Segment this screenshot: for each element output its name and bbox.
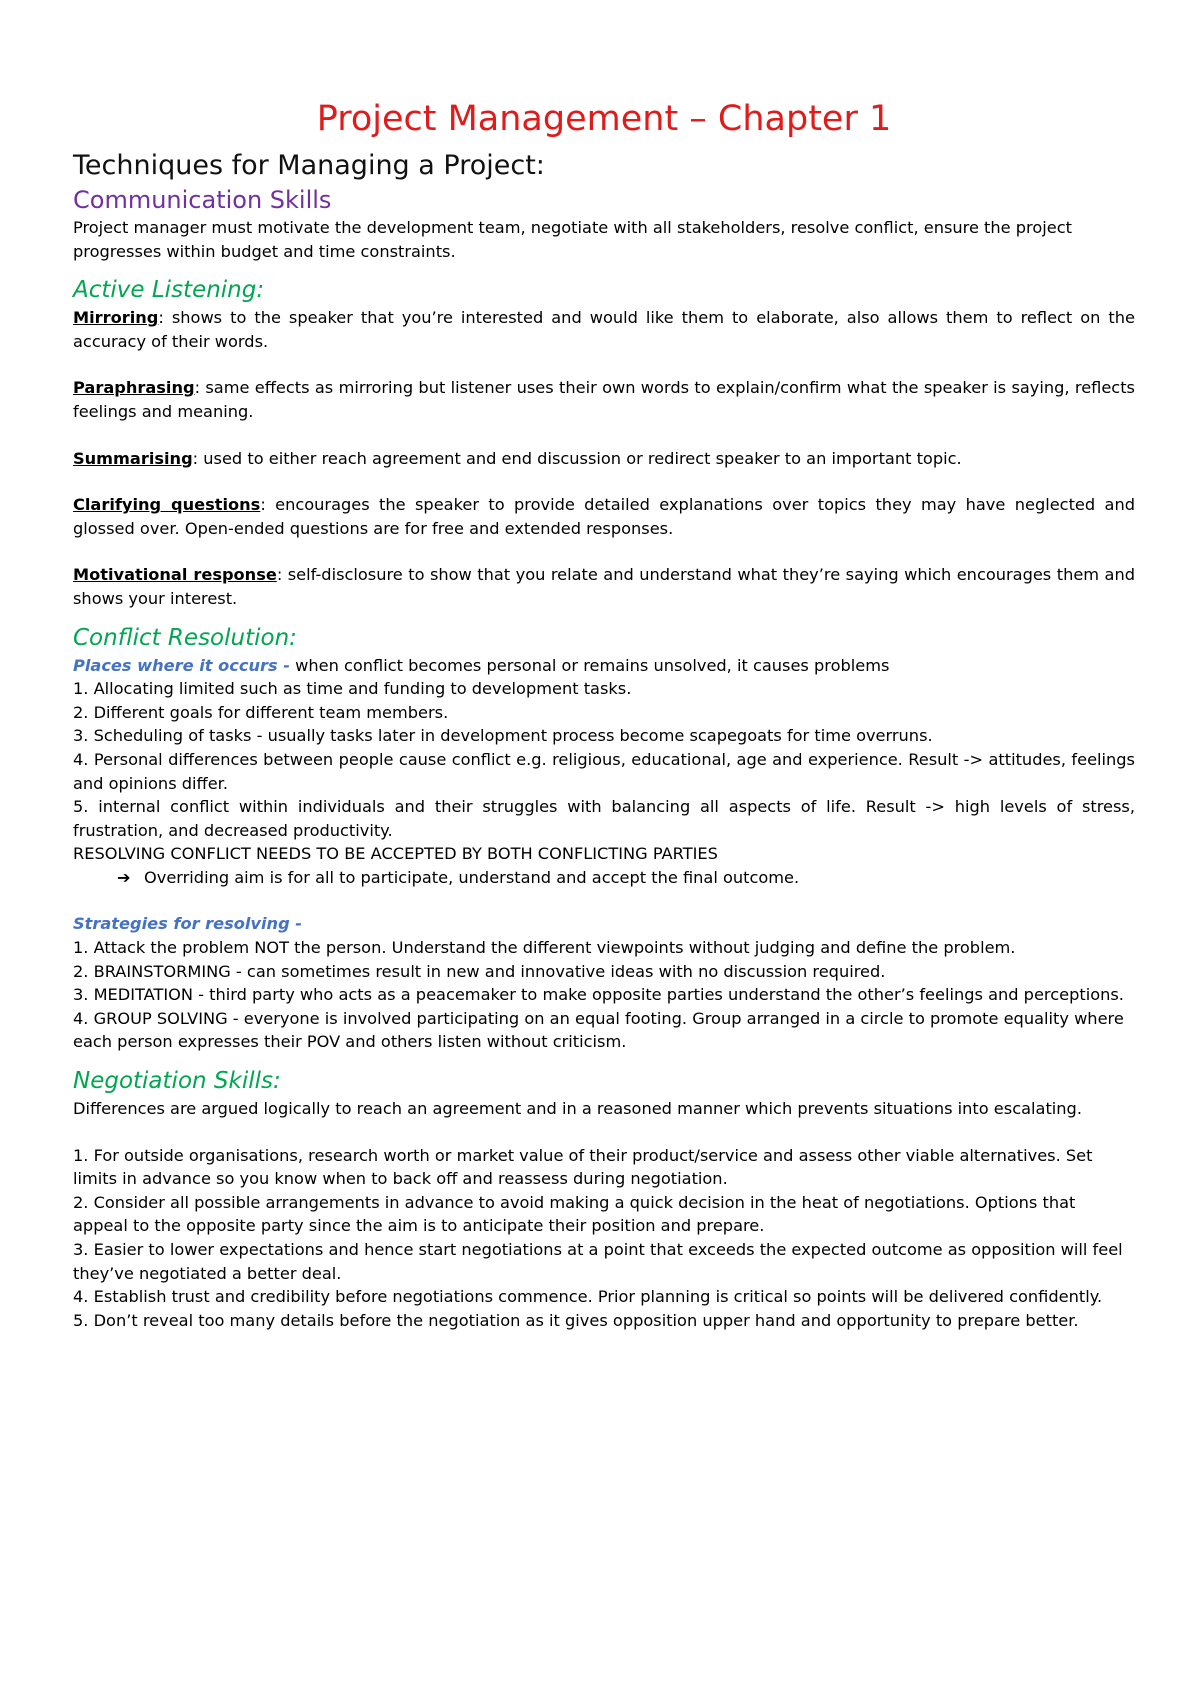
strategy-item: 4. GROUP SOLVING - everyone is involved participating on an equal footing. Group arranged in a circle to promote equality where each person expresses their POV and others listen without criticism. bbox=[73, 1008, 1124, 1052]
communication-text: Project manager must motivate the development team, negotiate with all stakeholders, resolve conflict, ensure the project progresses within budget and time constraints. bbox=[73, 218, 1072, 261]
places-line bbox=[73, 654, 1135, 678]
conflict-point: 3. Scheduling of tasks - usually tasks later in development process become scapegoats for time overruns. bbox=[73, 726, 933, 746]
listening-term: Paraphrasing bbox=[73, 378, 195, 398]
listening-term: Clarifying questions bbox=[73, 495, 261, 515]
negotiation-point: 2. Consider all possible arrangements in advance to avoid making a quick decision in the heat of negotiations. Options that appeal to the opposite party since the aim is to anticipate their position and prepare. bbox=[73, 1192, 1076, 1236]
strategy-item: 1. Attack the problem NOT the person. Understand the different viewpoints without judging and define the problem. bbox=[73, 938, 1016, 958]
listening-item bbox=[73, 306, 1135, 353]
negotiation-point: 1. For outside organisations, research worth or market value of their product/service and assess other viable alternatives. Set limits in advance so you know when to back off and reassess during negotiation. bbox=[73, 1145, 1093, 1189]
communication-heading: Communication Skills bbox=[73, 186, 332, 214]
negotiation-heading: Negotiation Skills: bbox=[73, 1068, 281, 1095]
conflict-point: 2. Different goals for different team members. bbox=[73, 702, 449, 722]
resolving-statement: RESOLVING CONFLICT NEEDS TO BE ACCEPTED BY BOTH CONFLICTING PARTIES bbox=[73, 844, 718, 864]
negotiation-intro: Differences are argued logically to reach an agreement and in a reasoned manner which prevents situations into escalating. bbox=[73, 1099, 1082, 1119]
listening-item bbox=[73, 493, 1135, 540]
strategy-item: 3. MEDITATION - third party who acts as a peacemaker to make opposite parties understand the other’s feelings and perceptions. bbox=[73, 985, 1124, 1005]
listening-term: Summarising bbox=[73, 448, 193, 468]
arrow-text: Overriding aim is for all to participate, understand and accept the final outcome. bbox=[144, 867, 800, 887]
arrow-line bbox=[73, 866, 1135, 890]
document-title: Project Management – Chapter 1 bbox=[316, 99, 892, 139]
listening-term: Motivational response bbox=[73, 565, 277, 585]
active-listening-heading: Active Listening: bbox=[73, 277, 265, 304]
negotiation-point: 5. Don’t reveal too many details before the negotiation as it gives opposition upper hand and opportunity to prepare better. bbox=[73, 1310, 1079, 1330]
main-heading: Techniques for Managing a Project: bbox=[73, 150, 545, 181]
places-text: when conflict becomes personal or remains unsolved, it causes problems bbox=[289, 655, 890, 675]
document-page bbox=[73, 96, 1135, 1332]
negotiation-point: 3. Easier to lower expectations and hence start negotiations at a point that exceeds the expected outcome as opposition will feel they’ve negotiated a better deal. bbox=[73, 1240, 1123, 1283]
right-arrow-icon: ➔ bbox=[117, 867, 131, 887]
listening-text: : shows to the speaker that you’re interested and would like them to elaborate, also allows them to reflect on the accuracy of their words. bbox=[73, 308, 1135, 351]
listening-item bbox=[73, 376, 1135, 423]
strategies-label: Strategies for resolving - bbox=[73, 914, 303, 934]
listening-item bbox=[73, 447, 1135, 471]
listening-term: Mirroring bbox=[73, 308, 159, 328]
listening-text: : same effects as mirroring but listener uses their own words to explain/confirm what the speaker is saying, reflects feelings and meaning. bbox=[73, 378, 1135, 421]
places-label: Places where it occurs - bbox=[73, 655, 290, 675]
strategy-item: 2. BRAINSTORMING - can sometimes result in new and innovative ideas with no discussion required. bbox=[73, 961, 886, 981]
negotiation-point: 4. Establish trust and credibility before negotiations commence. Prior planning is critical so points will be delivered confidently. bbox=[73, 1287, 1103, 1307]
conflict-point: 1. Allocating limited such as time and funding to development tasks. bbox=[73, 679, 632, 699]
listening-text: : encourages the speaker to provide detailed explanations over topics they may have neglected and glossed over. Open-ended questions are for free and extended responses. bbox=[73, 495, 1135, 538]
listening-text: : self-disclosure to show that you relate and understand what they’re saying which encourages them and shows your interest. bbox=[73, 565, 1135, 608]
conflict-point: 4. Personal differences between people cause conflict e.g. religious, educational, age and experience. Result -> attitudes, feelings and opinions differ. bbox=[73, 749, 1135, 793]
conflict-point: 5. internal conflict within individuals and their struggles with balancing all aspects of life. Result -> high levels of stress, frustration, and decreased productivity. bbox=[73, 797, 1135, 840]
listening-text: : used to either reach agreement and end discussion or redirect speaker to an important topic. bbox=[192, 448, 962, 468]
listening-item bbox=[73, 563, 1135, 610]
conflict-heading: Conflict Resolution: bbox=[73, 624, 297, 651]
